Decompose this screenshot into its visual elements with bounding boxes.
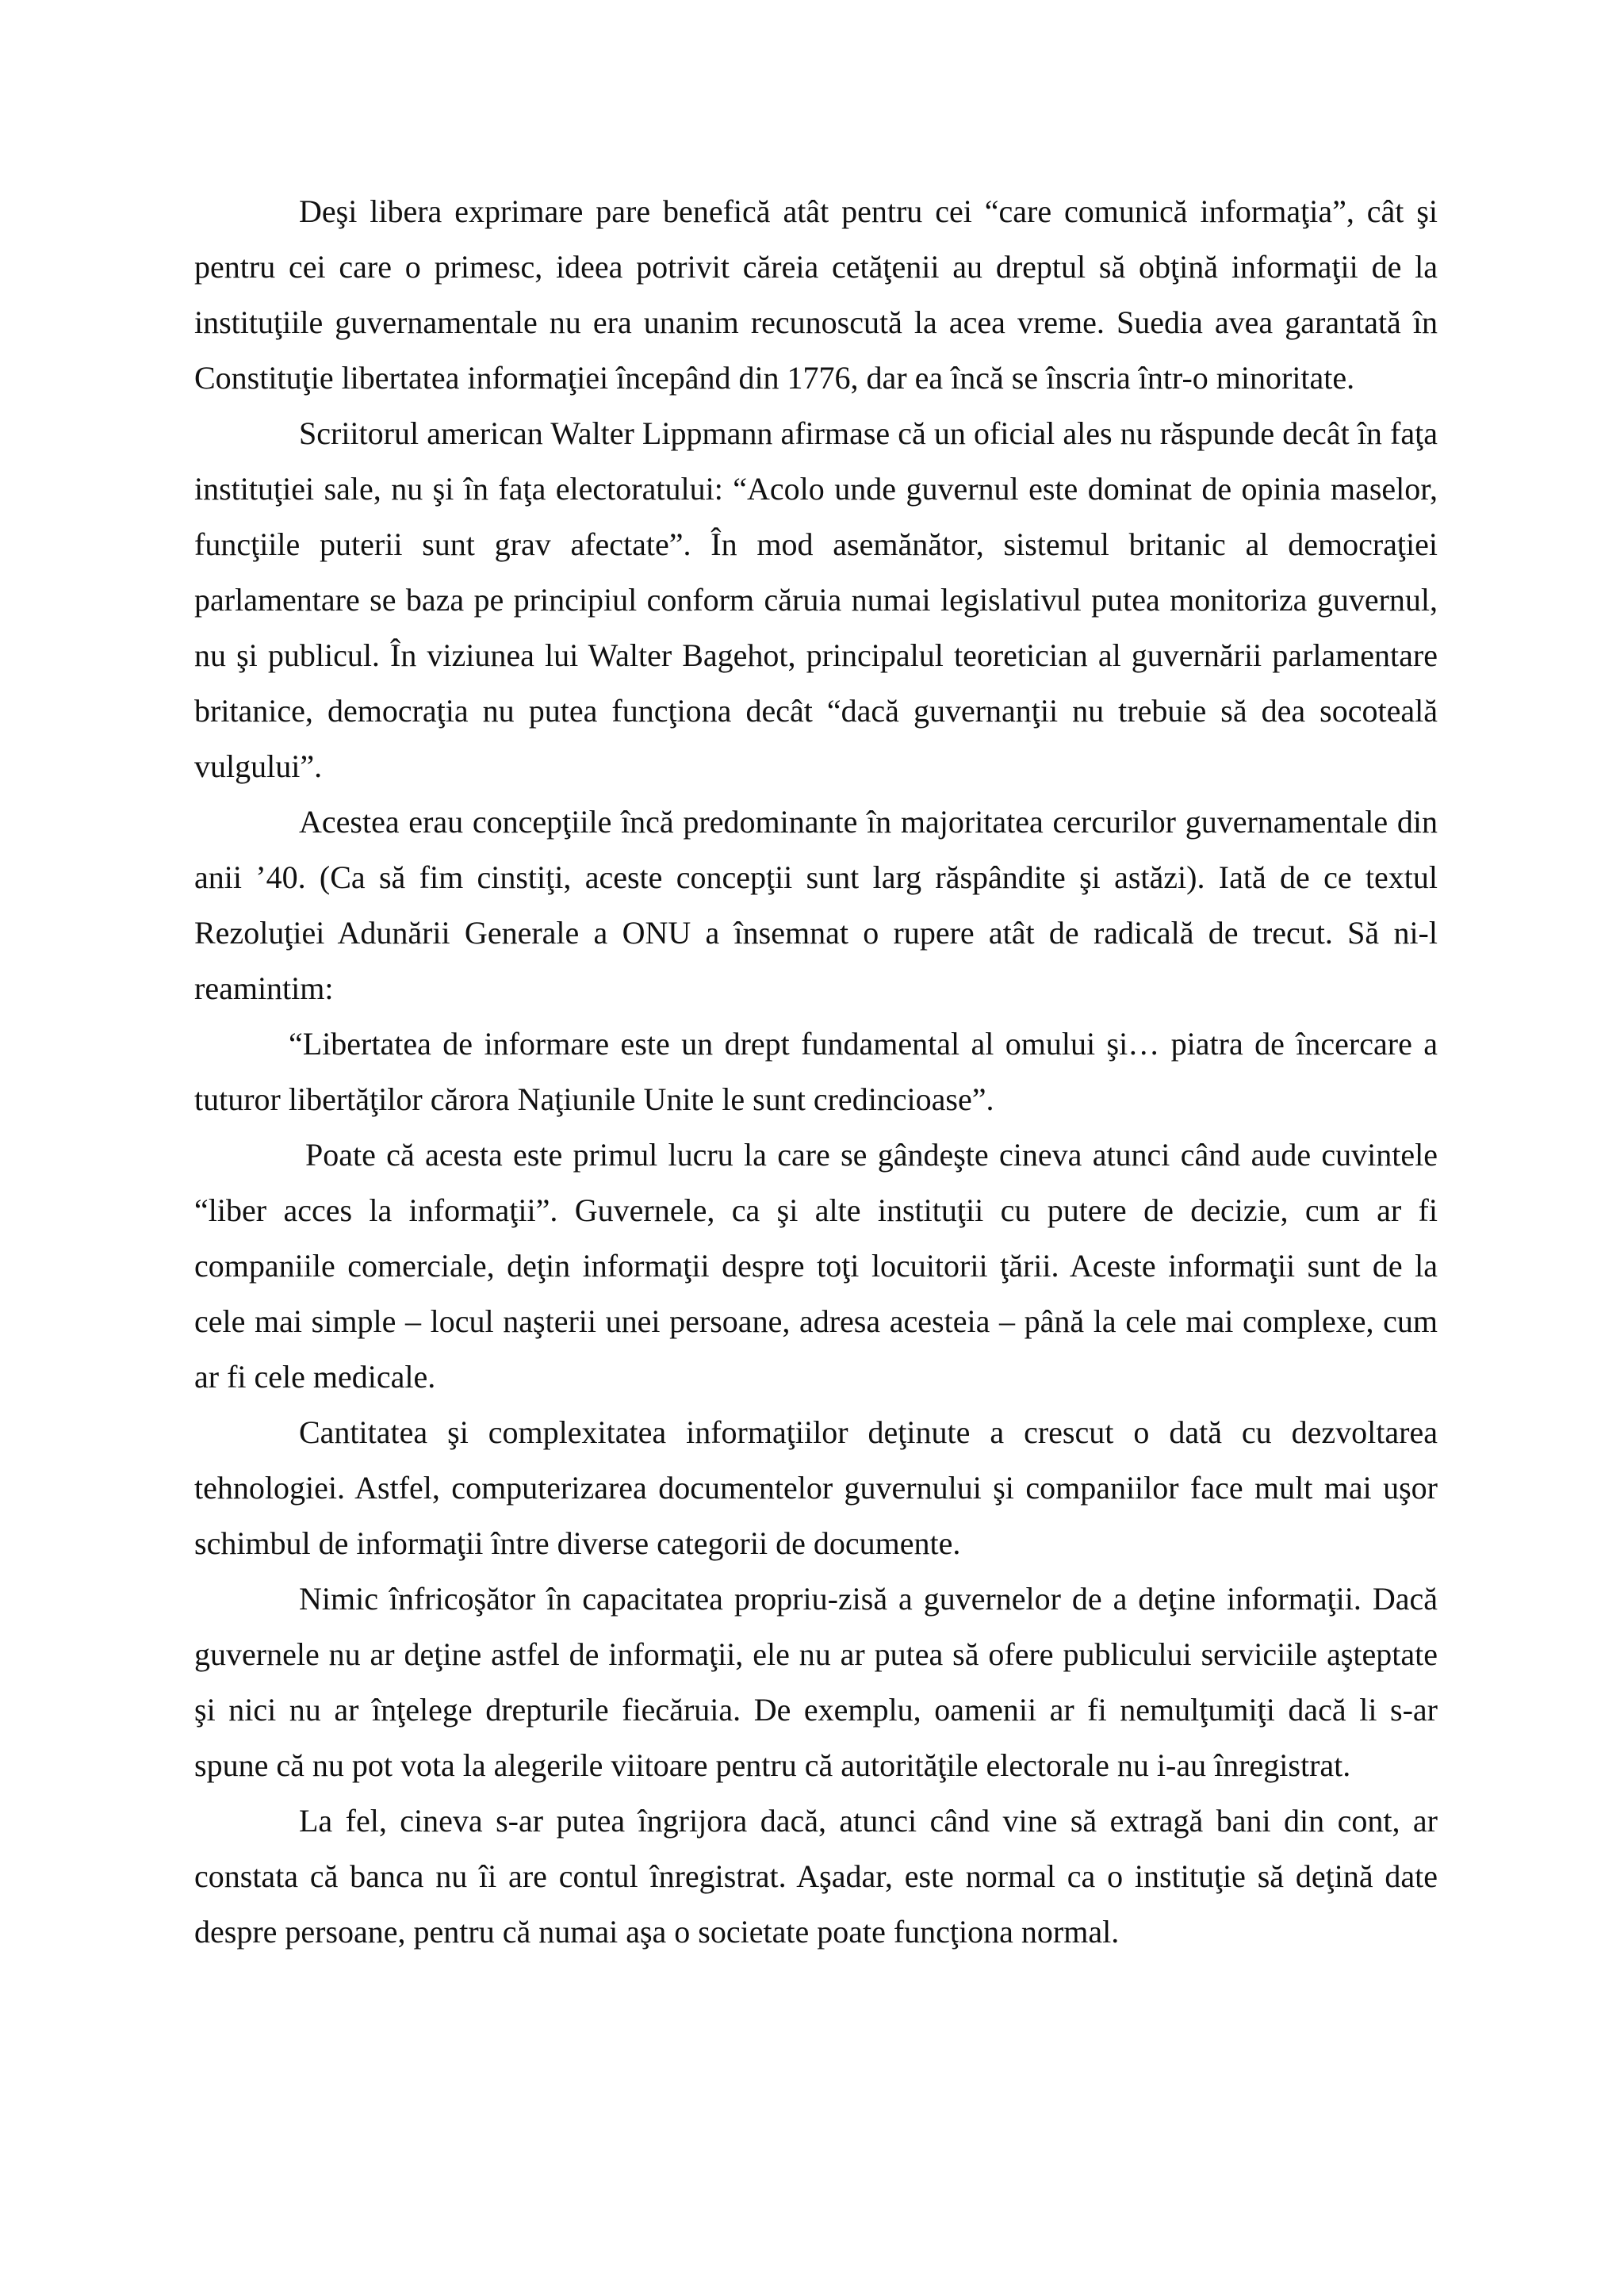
paragraph-un-resolution-quote: “Libertatea de informare este un drept fundamental al omului şi… piatra de încercare a tuturor libertăţilor cărora Naţiunile Unite le sunt credincioase”. [194,1026,1438,1117]
paragraph-free-expression: Deşi libera exprimare pare benefică atât pentru cei “care comunică informaţia”, cât şi pentru cei care o primesc, ideea potrivit căreia cetăţenii au dreptul să obţină informaţii de la instituţiile guvernamentale nu era unanim recunoscută la acea vreme. Suedia avea garantată în Constituţie libertatea informaţiei începând din 1776, dar ea încă se înscria într-o minoritate. [194,193,1438,396]
paragraph-government-data: Nimic înfricoşător în capacitatea propriu-zisă a guvernelor de a deţine informaţii. Dacă guvernele nu ar deţine astfel de informaţii, ele nu ar putea să ofere publicului serviciile aşteptate şi nici nu ar înţelege drepturile fiecăruia. De exemplu, oamenii ar fi nemulţumiţi dacă li s-ar spune că nu pot vota la alegerile viitoare pentru că autorităţile electorale nu i-au înregistrat. [194,1581,1438,1783]
paragraph-lippmann: Scriitorul american Walter Lippmann afirmase că un oficial ales nu răspunde decât în faţa instituţiei sale, nu şi în faţa electoratului: “Acolo unde guvernul este dominat de opinia maselor, funcţiile puterii sunt grav afectate”. În mod asemănător, sistemul britanic al democraţiei parlamentare se baza pe principiul conform căruia numai legislativul putea monitoriza guvernul, nu şi publicul. În viziunea lui Walter Bagehot, principalul teoretician al guvernării parlamentare britanice, democraţia nu putea funcţiona decât “dacă guvernanţii nu trebuie să dea socoteală vulgului”. [194,415,1438,784]
paragraph-technology: Cantitatea şi complexitatea informaţiilor deţinute a crescut o dată cu dezvoltarea tehnologiei. Astfel, computerizarea documentelor guvernului şi companiilor face mult mai uşor schimbul de informaţii între diverse categorii de documente. [194,1414,1438,1561]
paragraph-bank-example: La fel, cineva s-ar putea îngrijora dacă, atunci când vine să extragă bani din cont, ar constata că banca nu îi are contul înregistrat. Aşadar, este normal ca o instituţie să deţină date despre persoane, pentru că numai aşa o societate poate funcţiona normal. [194,1803,1438,1950]
paragraph-access-to-information: Poate că acesta este primul lucru la care se gândeşte cineva atunci când aude cuvintele “liber acces la informaţii”. Guvernele, ca şi alte instituţii cu putere de decizie, cum ar fi companiile comerciale, deţin informaţii despre toţi locuitorii ţării. Aceste informaţii sunt de la cele mai simple – locul naşterii unei persoane, adresa acesteia – până la cele mai complexe, cum ar fi cele medicale. [194,1137,1438,1395]
document-body [194,184,1438,1960]
paragraph-forties-concepts: Acestea erau concepţiile încă predominante în majoritatea cercurilor guvernamentale din anii ’40. (Ca să fim cinstiţi, aceste concepţii sunt larg răspândite şi astăzi). Iată de ce textul Rezoluţiei Adunării Generale a ONU a însemnat o rupere atât de radicală de trecut. Să ni-l reamintim: [194,804,1438,1006]
